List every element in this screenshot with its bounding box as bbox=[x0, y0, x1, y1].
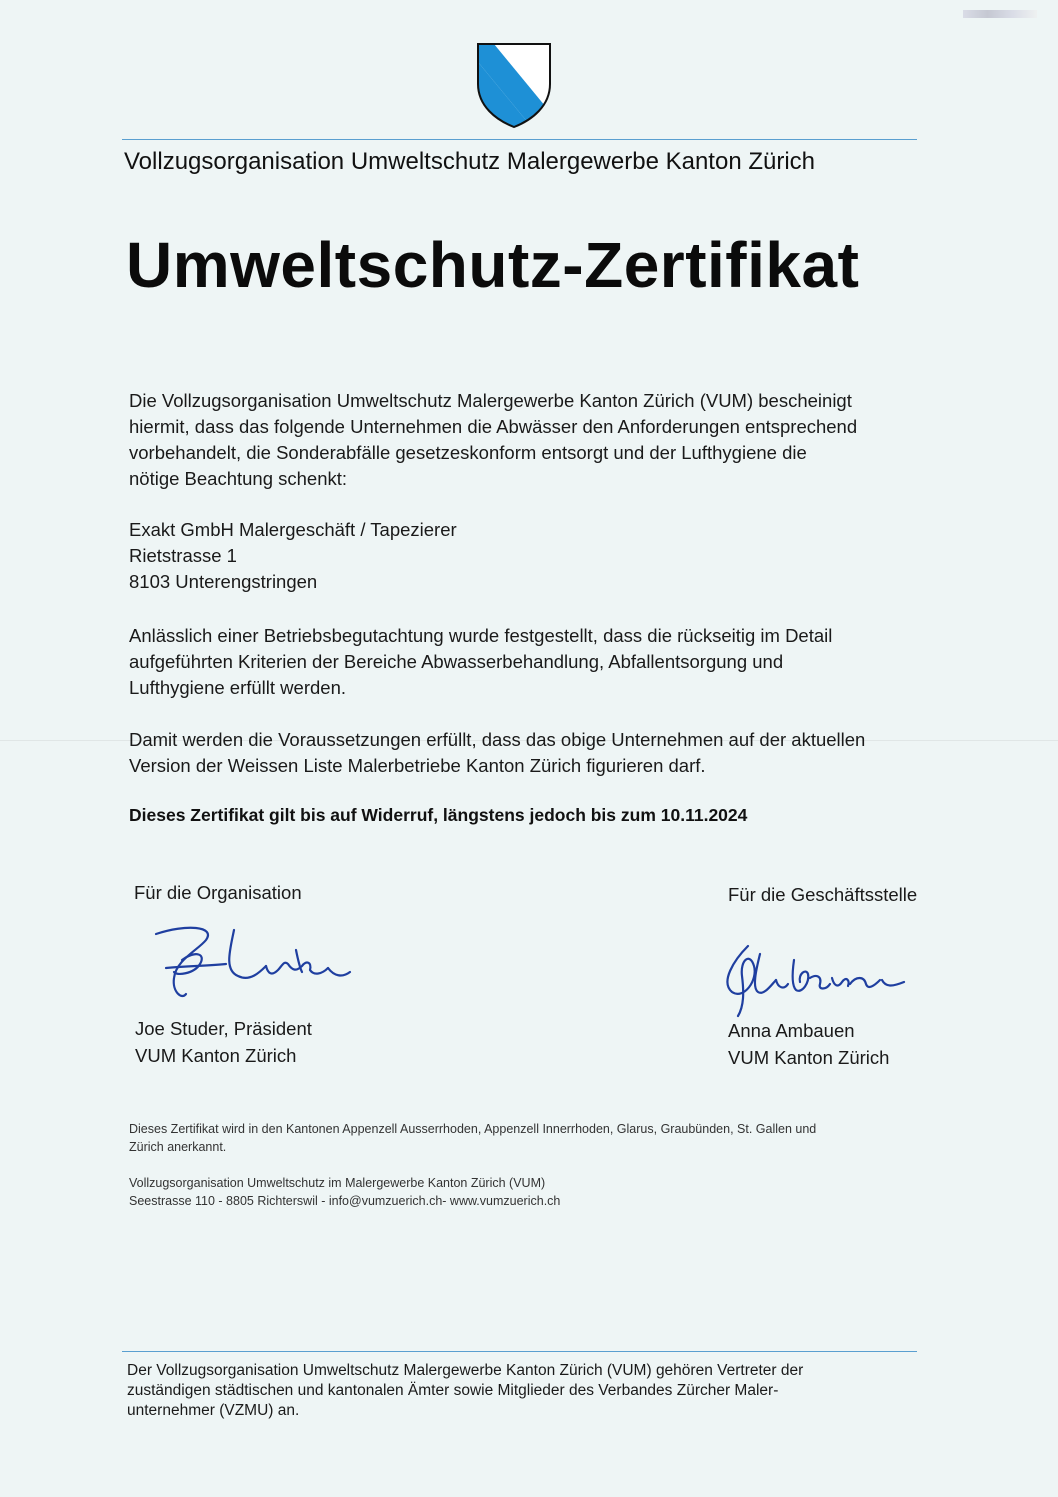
signature-right-label: Für die Geschäftsstelle bbox=[728, 884, 918, 905]
conditions-line: Version der Weissen Liste Malerbetriebe Kanton Zürich figurieren darf. bbox=[129, 755, 706, 776]
findings-line: aufgeführten Kriterien der Bereiche Abwasserbehandlung, Abfallentsorgung und bbox=[129, 651, 784, 672]
footer-note bbox=[127, 1361, 927, 1421]
intro-paragraph bbox=[129, 388, 989, 492]
signer-left-org: VUM Kanton Zürich bbox=[135, 1045, 297, 1066]
recognition-line: Dieses Zertifikat wird in den Kantonen Appenzell Ausserrhoden, Appenzell Innerrhoden, Glarus, Graubünden, St. Gallen und bbox=[129, 1122, 817, 1136]
signature-right-image bbox=[714, 940, 914, 1020]
signer-left bbox=[135, 1015, 312, 1069]
footer-rule bbox=[122, 1351, 917, 1352]
footer-line: Der Vollzugsorganisation Umweltschutz Malergewerbe Kanton Zürich (VUM) gehören Vertreter der bbox=[127, 1362, 804, 1379]
header-rule bbox=[122, 139, 917, 140]
findings-line: Anlässlich einer Betriebsbegutachtung wurde festgestellt, dass die rückseitig im Detail bbox=[129, 625, 833, 646]
signature-left-label: Für die Organisation bbox=[134, 882, 302, 903]
intro-line: nötige Beachtung schenkt: bbox=[129, 468, 348, 489]
conditions-line: Damit werden die Voraussetzungen erfüllt, dass das obige Unternehmen auf der aktuellen bbox=[129, 729, 866, 750]
signature-left-image bbox=[146, 920, 356, 1010]
company-name: Exakt GmbH Malergeschäft / Tapezierer bbox=[129, 519, 457, 540]
signer-right bbox=[728, 1017, 889, 1071]
recognition-line: Zürich anerkannt. bbox=[129, 1140, 227, 1154]
validity-statement: Dieses Zertifikat gilt bis auf Widerruf, längstens jedoch bis zum 10.11.2024 bbox=[129, 805, 748, 825]
company-address bbox=[129, 517, 629, 595]
scan-artifact bbox=[963, 10, 1037, 18]
company-city: 8103 Unterengstringen bbox=[129, 571, 318, 592]
footer-line: unternehmer (VZMU) an. bbox=[127, 1402, 300, 1419]
address-line: Seestrasse 110 - 8805 Richterswil - info@vumzuerich.ch- www.vumzuerich.ch bbox=[129, 1194, 561, 1208]
intro-line: hiermit, dass das folgende Unternehmen die Abwässer den Anforderungen entsprechend bbox=[129, 416, 858, 437]
findings-line: Lufthygiene erfüllt werden. bbox=[129, 677, 346, 698]
certificate-title: Umweltschutz-Zertifikat bbox=[126, 229, 860, 301]
address-line: Vollzugsorganisation Umweltschutz im Malergewerbe Kanton Zürich (VUM) bbox=[129, 1176, 546, 1190]
company-street: Rietstrasse 1 bbox=[129, 545, 237, 566]
footer-line: zuständigen städtischen und kantonalen Ämter sowie Mitglieder des Verbandes Zürcher Maler- bbox=[127, 1382, 779, 1399]
signer-right-org: VUM Kanton Zürich bbox=[728, 1047, 890, 1068]
signer-left-name: Joe Studer, Präsident bbox=[135, 1018, 312, 1039]
intro-line: vorbehandelt, die Sonderabfälle gesetzeskonform entsorgt und der Lufthygiene die bbox=[129, 442, 807, 463]
signer-right-name: Anna Ambauen bbox=[728, 1020, 855, 1041]
intro-line: Die Vollzugsorganisation Umweltschutz Malergewerbe Kanton Zürich (VUM) bescheinigt bbox=[129, 390, 852, 411]
zurich-coat-of-arms-icon bbox=[474, 40, 554, 130]
organisation-address bbox=[129, 1174, 829, 1210]
findings-paragraph bbox=[129, 623, 989, 701]
recognition-note bbox=[129, 1120, 989, 1156]
organisation-header: Vollzugsorganisation Umweltschutz Malergewerbe Kanton Zürich bbox=[124, 148, 816, 175]
conditions-paragraph bbox=[129, 727, 989, 779]
